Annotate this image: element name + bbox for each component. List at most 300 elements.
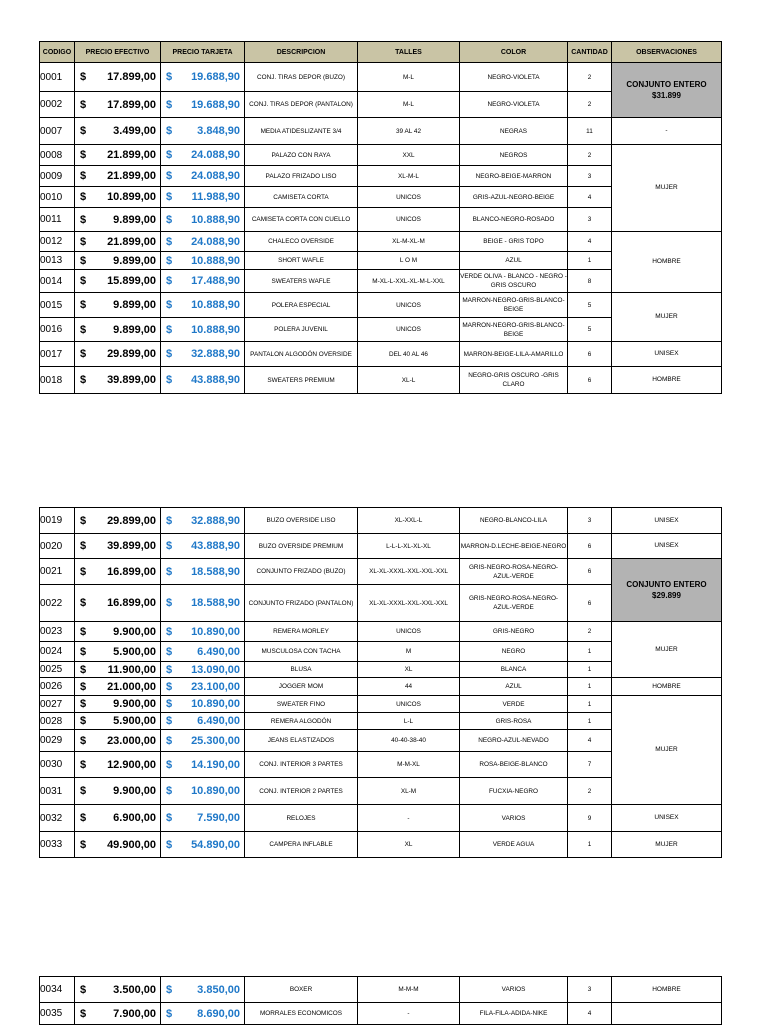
card-price-cell-amount: 19.688,90 bbox=[191, 98, 240, 111]
color-cell: GRIS-NEGRO bbox=[460, 622, 568, 642]
currency-symbol: $ bbox=[166, 838, 173, 851]
currency-symbol: $ bbox=[80, 191, 87, 203]
description-cell: PANTALON ALGODÓN OVERSIDE bbox=[245, 342, 358, 367]
color-cell: VERDE AGUA bbox=[460, 832, 568, 858]
cash-price-cell-amount: 9.900,00 bbox=[113, 698, 156, 710]
observation-cell: UNISEX bbox=[612, 805, 722, 832]
color-cell: VARIOS bbox=[460, 805, 568, 832]
table-row bbox=[40, 145, 722, 166]
sizes-cell: UNICOS bbox=[358, 318, 460, 342]
card-price-cell-amount: 32.888,90 bbox=[191, 348, 240, 360]
cash-price-cell-amount: 17.899,00 bbox=[107, 98, 156, 111]
description-cell: CONJ. INTERIOR 2 PARTES bbox=[245, 778, 358, 805]
color-cell: NEGRO-VIOLETA bbox=[460, 92, 568, 118]
sizes-cell: XL-M bbox=[358, 778, 460, 805]
color-cell: BLANCO-NEGRO-ROSADO bbox=[460, 208, 568, 232]
currency-symbol: $ bbox=[80, 275, 87, 287]
card-price-cell bbox=[161, 662, 245, 678]
currency-symbol: $ bbox=[80, 125, 87, 137]
color-cell: NEGRO-GRIS OSCURO -GRIS CLARO bbox=[460, 367, 568, 394]
cash-price-cell bbox=[75, 270, 161, 293]
cash-price-cell bbox=[75, 778, 161, 805]
currency-symbol: $ bbox=[166, 71, 173, 83]
card-price-cell bbox=[161, 166, 245, 187]
table-row bbox=[40, 622, 722, 642]
color-cell: NEGRAS bbox=[460, 118, 568, 145]
cash-price-cell-amount: 15.899,00 bbox=[107, 275, 156, 287]
card-price-cell bbox=[161, 642, 245, 662]
sizes-cell: XL-M-L bbox=[358, 166, 460, 187]
code-cell: 0018 bbox=[40, 367, 75, 394]
card-price-cell-amount: 25.300,00 bbox=[191, 734, 240, 747]
card-price-cell-amount: 10.888,90 bbox=[191, 254, 240, 267]
column-header: PRECIO TARJETA bbox=[161, 42, 245, 63]
cash-price-cell-amount: 5.900,00 bbox=[113, 715, 156, 727]
sizes-cell: L-L-L-XL-XL-XL bbox=[358, 534, 460, 559]
cash-price-cell-amount: 7.900,00 bbox=[113, 1007, 156, 1020]
color-cell: BEIGE - GRIS TOPO bbox=[460, 232, 568, 252]
table-row bbox=[40, 508, 722, 534]
card-price-cell bbox=[161, 342, 245, 367]
description-cell: SHORT WAFLE bbox=[245, 252, 358, 270]
cash-price-cell-amount: 17.899,00 bbox=[107, 71, 156, 83]
code-cell: 0016 bbox=[40, 318, 75, 342]
cash-price-cell bbox=[75, 642, 161, 662]
table-row bbox=[40, 232, 722, 252]
code-cell: 0031 bbox=[40, 778, 75, 805]
card-price-cell bbox=[161, 730, 245, 752]
description-cell: MORRALES ECONOMICOS bbox=[245, 1003, 358, 1025]
description-cell: RELOJES bbox=[245, 805, 358, 832]
column-header: OBSERVACIONES bbox=[612, 42, 722, 63]
description-cell: CAMISETA CORTA CON CUELLO bbox=[245, 208, 358, 232]
sizes-cell: L O M bbox=[358, 252, 460, 270]
cash-price-cell bbox=[75, 187, 161, 208]
card-price-cell-amount: 11.988,90 bbox=[191, 191, 240, 203]
code-cell: 0014 bbox=[40, 270, 75, 293]
currency-symbol: $ bbox=[80, 680, 87, 693]
card-price-cell bbox=[161, 534, 245, 559]
color-cell: MARRON-D.LECHE-BEIGE-NEGRO bbox=[460, 534, 568, 559]
observation-cell: UNISEX bbox=[612, 508, 722, 534]
observation-cell: MUJER bbox=[612, 145, 722, 232]
cash-price-cell bbox=[75, 585, 161, 622]
quantity-cell: 4 bbox=[568, 232, 612, 252]
cash-price-cell bbox=[75, 662, 161, 678]
currency-symbol: $ bbox=[166, 374, 173, 386]
description-cell: REMERA ALGODÓN bbox=[245, 713, 358, 730]
code-cell: 0032 bbox=[40, 805, 75, 832]
table-row bbox=[40, 832, 722, 858]
card-price-cell-amount: 3.850,00 bbox=[197, 983, 240, 996]
product-table-1 bbox=[39, 41, 722, 394]
color-cell: NEGRO-VIOLETA bbox=[460, 63, 568, 92]
observation-cell: UNISEX bbox=[612, 342, 722, 367]
card-price-cell-amount: 10.890,00 bbox=[191, 698, 240, 710]
sizes-cell: UNICOS bbox=[358, 208, 460, 232]
description-cell: SWEATER FINO bbox=[245, 696, 358, 713]
code-cell: 0001 bbox=[40, 63, 75, 92]
quantity-cell: 2 bbox=[568, 145, 612, 166]
cash-price-cell bbox=[75, 977, 161, 1003]
currency-symbol: $ bbox=[80, 374, 87, 386]
code-cell: 0023 bbox=[40, 622, 75, 642]
cash-price-cell bbox=[75, 534, 161, 559]
code-cell: 0013 bbox=[40, 252, 75, 270]
column-header: CANTIDAD bbox=[568, 42, 612, 63]
quantity-cell: 3 bbox=[568, 208, 612, 232]
currency-symbol: $ bbox=[80, 149, 87, 161]
cash-price-cell-amount: 9.900,00 bbox=[113, 625, 156, 638]
cash-price-cell-amount: 21.899,00 bbox=[107, 170, 156, 182]
observation-cell bbox=[612, 1003, 722, 1025]
cash-price-cell bbox=[75, 1003, 161, 1025]
currency-symbol: $ bbox=[80, 597, 87, 609]
card-price-cell-amount: 24.088,90 bbox=[191, 235, 240, 248]
currency-symbol: $ bbox=[80, 170, 87, 182]
cash-price-cell-amount: 39.899,00 bbox=[107, 540, 156, 552]
currency-symbol: $ bbox=[166, 348, 173, 360]
description-cell: BUZO OVERSIDE LISO bbox=[245, 508, 358, 534]
sizes-cell: M-L bbox=[358, 63, 460, 92]
quantity-cell: 9 bbox=[568, 805, 612, 832]
card-price-cell bbox=[161, 367, 245, 394]
description-cell: CONJ. TIRAS DEPOR (BUZO) bbox=[245, 63, 358, 92]
cash-price-cell bbox=[75, 92, 161, 118]
sizes-cell: - bbox=[358, 1003, 460, 1025]
currency-symbol: $ bbox=[80, 213, 87, 226]
sizes-cell: M-M-M bbox=[358, 977, 460, 1003]
currency-symbol: $ bbox=[166, 191, 173, 203]
card-price-cell-amount: 19.688,90 bbox=[191, 71, 240, 83]
description-cell: JOGGER MOM bbox=[245, 678, 358, 696]
card-price-cell bbox=[161, 832, 245, 858]
card-price-cell bbox=[161, 622, 245, 642]
code-cell: 0030 bbox=[40, 752, 75, 778]
sizes-cell: XL-XXL-L bbox=[358, 508, 460, 534]
currency-symbol: $ bbox=[80, 785, 87, 797]
quantity-cell: 1 bbox=[568, 662, 612, 678]
color-cell: NEGROS bbox=[460, 145, 568, 166]
card-price-cell bbox=[161, 752, 245, 778]
table-row bbox=[40, 534, 722, 559]
description-cell: CAMISETA CORTA bbox=[245, 187, 358, 208]
quantity-cell: 8 bbox=[568, 270, 612, 293]
cash-price-cell bbox=[75, 208, 161, 232]
code-cell: 0019 bbox=[40, 508, 75, 534]
card-price-cell bbox=[161, 678, 245, 696]
sizes-cell: UNICOS bbox=[358, 696, 460, 713]
description-cell: CONJ. TIRAS DEPOR (PANTALON) bbox=[245, 92, 358, 118]
currency-symbol: $ bbox=[80, 983, 87, 996]
card-price-cell-amount: 24.088,90 bbox=[191, 149, 240, 161]
card-price-cell bbox=[161, 977, 245, 1003]
currency-symbol: $ bbox=[80, 698, 87, 710]
sizes-cell: M-XL-L-XXL-XL-M-L-XXL bbox=[358, 270, 460, 293]
card-price-cell bbox=[161, 118, 245, 145]
color-cell: VERDE OLIVA - BLANCO - NEGRO - GRIS OSCURO bbox=[460, 270, 568, 293]
table-row bbox=[40, 559, 722, 585]
quantity-cell: 2 bbox=[568, 622, 612, 642]
card-price-cell bbox=[161, 585, 245, 622]
description-cell: CONJ. INTERIOR 3 PARTES bbox=[245, 752, 358, 778]
sizes-cell: M-M-XL bbox=[358, 752, 460, 778]
quantity-cell: 1 bbox=[568, 832, 612, 858]
card-price-cell bbox=[161, 232, 245, 252]
card-price-cell bbox=[161, 696, 245, 713]
cash-price-cell-amount: 10.899,00 bbox=[107, 191, 156, 203]
sizes-cell: 40-40-38-40 bbox=[358, 730, 460, 752]
color-cell: GRIS-AZUL-NEGRO-BEIGE bbox=[460, 187, 568, 208]
description-cell: BOXER bbox=[245, 977, 358, 1003]
card-price-cell bbox=[161, 1003, 245, 1025]
sizes-cell: UNICOS bbox=[358, 622, 460, 642]
code-cell: 0027 bbox=[40, 696, 75, 713]
description-cell: JEANS ELASTIZADOS bbox=[245, 730, 358, 752]
card-price-cell-amount: 18.588,90 bbox=[191, 597, 240, 609]
currency-symbol: $ bbox=[166, 625, 173, 638]
card-price-cell-amount: 54.890,00 bbox=[191, 838, 240, 851]
sizes-cell: XL-XL-XXXL-XXL-XXL-XXL bbox=[358, 559, 460, 585]
observation-cell: HOMBRE bbox=[612, 678, 722, 696]
cash-price-cell bbox=[75, 232, 161, 252]
cash-price-cell bbox=[75, 752, 161, 778]
quantity-cell: 2 bbox=[568, 63, 612, 92]
currency-symbol: $ bbox=[166, 785, 173, 797]
sizes-cell: - bbox=[358, 805, 460, 832]
color-cell: GRIS-ROSA bbox=[460, 713, 568, 730]
currency-symbol: $ bbox=[166, 514, 173, 527]
cash-price-cell-amount: 3.500,00 bbox=[113, 983, 156, 996]
currency-symbol: $ bbox=[80, 254, 87, 267]
description-cell: CHALECO OVERSIDE bbox=[245, 232, 358, 252]
card-price-cell-amount: 18.588,90 bbox=[191, 565, 240, 578]
cash-price-cell bbox=[75, 559, 161, 585]
currency-symbol: $ bbox=[166, 663, 173, 676]
currency-symbol: $ bbox=[80, 812, 87, 824]
column-header: PRECIO EFECTIVO bbox=[75, 42, 161, 63]
card-price-cell-amount: 17.488,90 bbox=[191, 275, 240, 287]
description-cell: POLERA ESPECIAL bbox=[245, 293, 358, 318]
quantity-cell: 7 bbox=[568, 752, 612, 778]
observation-cell: MUJER bbox=[612, 696, 722, 805]
cash-price-cell-amount: 9.899,00 bbox=[113, 254, 156, 267]
color-cell: VARIOS bbox=[460, 977, 568, 1003]
cash-price-cell bbox=[75, 252, 161, 270]
currency-symbol: $ bbox=[166, 565, 173, 578]
quantity-cell: 1 bbox=[568, 642, 612, 662]
set-price-note: CONJUNTO ENTERO $29.899 bbox=[612, 559, 722, 622]
quantity-cell: 6 bbox=[568, 559, 612, 585]
code-cell: 0026 bbox=[40, 678, 75, 696]
color-cell: FILA-FILA-ADIDA-NIKE bbox=[460, 1003, 568, 1025]
code-cell: 0008 bbox=[40, 145, 75, 166]
cash-price-cell bbox=[75, 118, 161, 145]
description-cell: SWEATERS PREMIUM bbox=[245, 367, 358, 394]
cash-price-cell-amount: 29.899,00 bbox=[107, 348, 156, 360]
currency-symbol: $ bbox=[166, 98, 173, 111]
cash-price-cell bbox=[75, 832, 161, 858]
currency-symbol: $ bbox=[80, 734, 87, 747]
card-price-cell bbox=[161, 208, 245, 232]
currency-symbol: $ bbox=[166, 125, 173, 137]
currency-symbol: $ bbox=[80, 758, 87, 771]
cash-price-cell-amount: 49.900,00 bbox=[107, 838, 156, 851]
currency-symbol: $ bbox=[166, 323, 173, 336]
color-cell: AZUL bbox=[460, 252, 568, 270]
observation-cell: MUJER bbox=[612, 832, 722, 858]
observation-cell: UNISEX bbox=[612, 534, 722, 559]
code-cell: 0002 bbox=[40, 92, 75, 118]
cash-price-cell-amount: 21.899,00 bbox=[107, 149, 156, 161]
code-cell: 0021 bbox=[40, 559, 75, 585]
cash-price-cell bbox=[75, 367, 161, 394]
card-price-cell bbox=[161, 318, 245, 342]
currency-symbol: $ bbox=[166, 213, 173, 226]
card-price-cell-amount: 23.100,00 bbox=[191, 680, 240, 693]
code-cell: 0033 bbox=[40, 832, 75, 858]
cash-price-cell-amount: 9.900,00 bbox=[113, 785, 156, 797]
description-cell: PALAZO CON RAYA bbox=[245, 145, 358, 166]
quantity-cell: 3 bbox=[568, 977, 612, 1003]
code-cell: 0007 bbox=[40, 118, 75, 145]
currency-symbol: $ bbox=[166, 540, 173, 552]
observation-cell: HOMBRE bbox=[612, 977, 722, 1003]
card-price-cell bbox=[161, 92, 245, 118]
sizes-cell: XL-L bbox=[358, 367, 460, 394]
color-cell: MARRON-NEGRO-GRIS-BLANCO-BEIGE bbox=[460, 318, 568, 342]
cash-price-cell bbox=[75, 166, 161, 187]
cash-price-cell-amount: 16.899,00 bbox=[107, 565, 156, 578]
currency-symbol: $ bbox=[166, 758, 173, 771]
code-cell: 0022 bbox=[40, 585, 75, 622]
currency-symbol: $ bbox=[166, 597, 173, 609]
card-price-cell-amount: 6.490,00 bbox=[197, 645, 240, 658]
quantity-cell: 4 bbox=[568, 730, 612, 752]
table-row bbox=[40, 805, 722, 832]
cash-price-cell-amount: 6.900,00 bbox=[113, 812, 156, 824]
description-cell: MEDIA ATIDESLIZANTE 3/4 bbox=[245, 118, 358, 145]
description-cell: CONJUNTO FRIZADO (PANTALON) bbox=[245, 585, 358, 622]
quantity-cell: 5 bbox=[568, 318, 612, 342]
card-price-cell-amount: 3.848,90 bbox=[197, 125, 240, 137]
currency-symbol: $ bbox=[166, 170, 173, 182]
cash-price-cell bbox=[75, 318, 161, 342]
quantity-cell: 4 bbox=[568, 1003, 612, 1025]
quantity-cell: 1 bbox=[568, 696, 612, 713]
card-price-cell bbox=[161, 270, 245, 293]
code-cell: 0029 bbox=[40, 730, 75, 752]
card-price-cell-amount: 7.590,00 bbox=[197, 812, 240, 824]
cash-price-cell bbox=[75, 508, 161, 534]
description-cell: CONJUNTO FRIZADO (BUZO) bbox=[245, 559, 358, 585]
set-price-note: CONJUNTO ENTERO $31.899 bbox=[612, 63, 722, 118]
card-price-cell-amount: 13.090,00 bbox=[191, 663, 240, 676]
table-row bbox=[40, 293, 722, 318]
card-price-cell bbox=[161, 778, 245, 805]
card-price-cell-amount: 6.490,00 bbox=[197, 715, 240, 727]
code-cell: 0009 bbox=[40, 166, 75, 187]
currency-symbol: $ bbox=[166, 299, 173, 311]
quantity-cell: 4 bbox=[568, 187, 612, 208]
cash-price-cell-amount: 3.499,00 bbox=[113, 125, 156, 137]
card-price-cell-amount: 8.690,00 bbox=[197, 1007, 240, 1020]
card-price-cell-amount: 10.888,90 bbox=[191, 299, 240, 311]
sizes-cell: M bbox=[358, 642, 460, 662]
currency-symbol: $ bbox=[80, 838, 87, 851]
currency-symbol: $ bbox=[166, 645, 173, 658]
cash-price-cell bbox=[75, 342, 161, 367]
card-price-cell bbox=[161, 252, 245, 270]
sizes-cell: XL-XL-XXXL-XXL-XXL-XXL bbox=[358, 585, 460, 622]
card-price-cell-amount: 10.890,00 bbox=[191, 785, 240, 797]
code-cell: 0025 bbox=[40, 662, 75, 678]
color-cell: NEGRO-BEIGE-MARRON bbox=[460, 166, 568, 187]
description-cell: BLUSA bbox=[245, 662, 358, 678]
card-price-cell-amount: 14.190,00 bbox=[191, 758, 240, 771]
sizes-cell: DEL 40 AL 46 bbox=[358, 342, 460, 367]
sizes-cell: UNICOS bbox=[358, 187, 460, 208]
cash-price-cell-amount: 21.000,00 bbox=[107, 680, 156, 693]
quantity-cell: 6 bbox=[568, 367, 612, 394]
cash-price-cell-amount: 5.900,00 bbox=[113, 645, 156, 658]
description-cell: BUZO OVERSIDE PREMIUM bbox=[245, 534, 358, 559]
cash-price-cell-amount: 23.000,00 bbox=[107, 734, 156, 747]
quantity-cell: 6 bbox=[568, 534, 612, 559]
cash-price-cell-amount: 9.899,00 bbox=[113, 299, 156, 311]
card-price-cell-amount: 32.888,90 bbox=[191, 514, 240, 527]
currency-symbol: $ bbox=[166, 715, 173, 727]
currency-symbol: $ bbox=[80, 514, 87, 527]
card-price-cell bbox=[161, 293, 245, 318]
sizes-cell: XL bbox=[358, 662, 460, 678]
table-row bbox=[40, 1003, 722, 1025]
table-row bbox=[40, 342, 722, 367]
color-cell: NEGRO bbox=[460, 642, 568, 662]
card-price-cell bbox=[161, 145, 245, 166]
currency-symbol: $ bbox=[166, 275, 173, 287]
currency-symbol: $ bbox=[166, 235, 173, 248]
currency-symbol: $ bbox=[166, 698, 173, 710]
cash-price-cell bbox=[75, 145, 161, 166]
cash-price-cell bbox=[75, 713, 161, 730]
column-header: DESCRIPCION bbox=[245, 42, 358, 63]
sizes-cell: XL-M-XL-M bbox=[358, 232, 460, 252]
cash-price-cell bbox=[75, 293, 161, 318]
color-cell: BLANCA bbox=[460, 662, 568, 678]
code-cell: 0011 bbox=[40, 208, 75, 232]
table-row bbox=[40, 678, 722, 696]
cash-price-cell-amount: 29.899,00 bbox=[107, 514, 156, 527]
quantity-cell: 5 bbox=[568, 293, 612, 318]
currency-symbol: $ bbox=[80, 663, 87, 676]
code-cell: 0017 bbox=[40, 342, 75, 367]
cash-price-cell-amount: 39.899,00 bbox=[107, 374, 156, 386]
observation-cell: HOMBRE bbox=[612, 367, 722, 394]
currency-symbol: $ bbox=[80, 98, 87, 111]
cash-price-cell-amount: 9.899,00 bbox=[113, 323, 156, 336]
currency-symbol: $ bbox=[80, 348, 87, 360]
cash-price-cell-amount: 12.900,00 bbox=[107, 758, 156, 771]
observation-cell: HOMBRE bbox=[612, 232, 722, 293]
code-cell: 0024 bbox=[40, 642, 75, 662]
sizes-cell: 44 bbox=[358, 678, 460, 696]
currency-symbol: $ bbox=[80, 235, 87, 248]
product-table-3 bbox=[39, 976, 722, 1025]
color-cell: MARRON-BEIGE-LILA-AMARILLO bbox=[460, 342, 568, 367]
currency-symbol: $ bbox=[80, 715, 87, 727]
sizes-cell: UNICOS bbox=[358, 293, 460, 318]
